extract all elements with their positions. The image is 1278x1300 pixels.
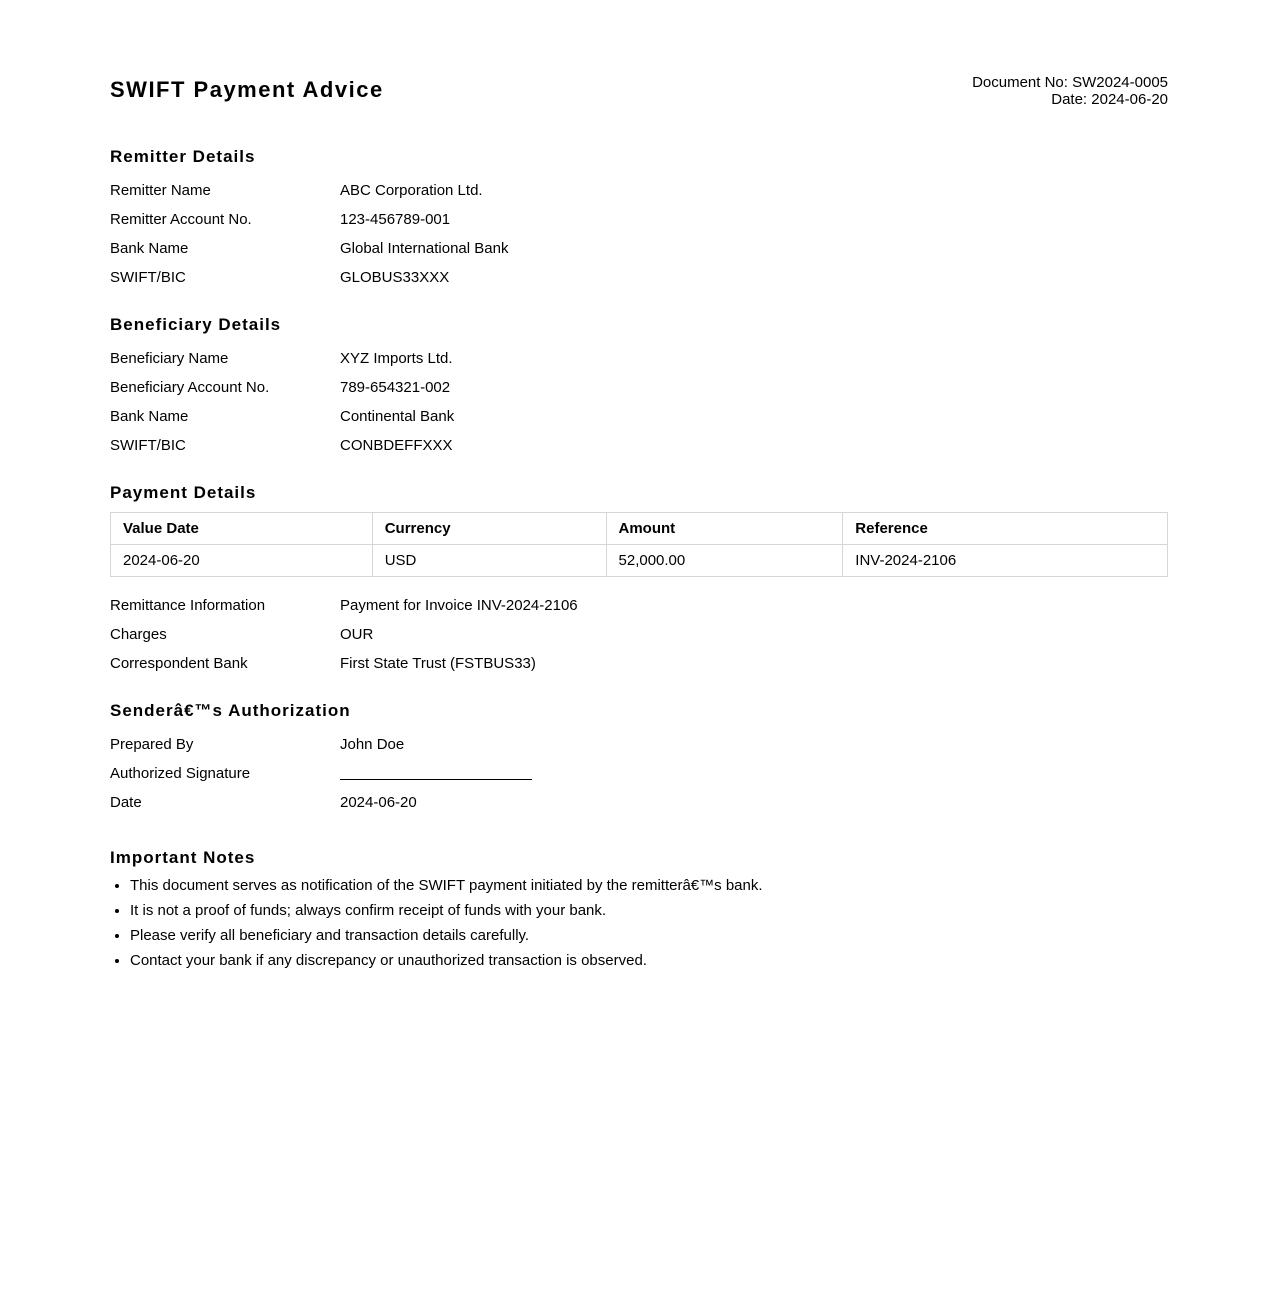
field-label: Date [110, 794, 142, 811]
beneficiary-bank-row [110, 402, 1010, 431]
table-row [111, 545, 1168, 577]
field-label: Remitter Account No. [110, 211, 252, 228]
field-label: Charges [110, 626, 167, 643]
cell-value-date: 2024-06-20 [111, 545, 373, 577]
field-value: Global International Bank [340, 240, 509, 257]
field-label: Bank Name [110, 408, 189, 425]
cell-currency: USD [372, 545, 606, 577]
field-label: Remitter Name [110, 182, 211, 199]
remitter-details [110, 176, 1010, 292]
beneficiary-swift-row [110, 431, 1010, 460]
signature-line [340, 766, 532, 780]
field-value: OUR [340, 626, 374, 643]
field-label: Remittance Information [110, 597, 266, 614]
authorization-details [110, 730, 1010, 817]
correspondent-bank-row [110, 649, 1010, 678]
document-number: Document No: SW2024-0005 [972, 74, 1168, 91]
remittance-info-row [110, 591, 1010, 620]
list-item: • This document serves as notification of the SWIFT payment initiated by the remitterâ€™s bank. [130, 873, 1110, 898]
field-value: John Doe [340, 736, 405, 753]
field-label: Authorized Signature [110, 765, 251, 782]
cell-reference: INV-2024-2106 [843, 545, 1168, 577]
field-label: SWIFT/BIC [110, 269, 186, 286]
remitter-swift-row [110, 263, 1010, 292]
document-title: SWIFT Payment Advice [110, 77, 384, 102]
cell-amount: 52,000.00 [606, 545, 843, 577]
document-meta [972, 74, 1168, 108]
field-label: Bank Name [110, 240, 189, 257]
field-value: GLOBUS33XXX [340, 269, 450, 286]
field-label: Beneficiary Account No. [110, 379, 270, 396]
field-value: Payment for Invoice INV-2024-2106 [340, 597, 578, 614]
field-label: Correspondent Bank [110, 655, 248, 672]
field-value: XYZ Imports Ltd. [340, 350, 453, 367]
remitter-bank-row [110, 234, 1010, 263]
field-label: Prepared By [110, 736, 194, 753]
field-value: ABC Corporation Ltd. [340, 182, 483, 199]
beneficiary-details [110, 344, 1010, 460]
payment-table [110, 512, 1168, 577]
column-header-value-date: Value Date [111, 513, 373, 545]
signature-row [110, 759, 1010, 788]
signature-field[interactable] [340, 764, 1010, 784]
field-label: Beneficiary Name [110, 350, 229, 367]
column-header-amount: Amount [606, 513, 843, 545]
table-header-row [111, 513, 1168, 545]
beneficiary-heading: Beneficiary Details [110, 315, 282, 334]
field-value: 789-654321-002 [340, 379, 451, 396]
list-item: • It is not a proof of funds; always confirm receipt of funds with your bank. [130, 898, 1110, 923]
beneficiary-account-row [110, 373, 1010, 402]
field-value: First State Trust (FSTBUS33) [340, 655, 536, 672]
column-header-reference: Reference [843, 513, 1168, 545]
document-date: Date: 2024-06-20 [1051, 91, 1168, 108]
field-value: CONBDEFFXXX [340, 437, 453, 454]
field-value: 123-456789-001 [340, 211, 451, 228]
notes-list [110, 873, 1110, 973]
list-item: • Contact your bank if any discrepancy or unauthorized transaction is observed. [130, 948, 1110, 973]
field-value: 2024-06-20 [340, 794, 417, 811]
column-header-currency: Currency [372, 513, 606, 545]
notes-heading: Important Notes [110, 848, 256, 867]
remitter-heading: Remitter Details [110, 147, 256, 166]
charges-row [110, 620, 1010, 649]
authorization-heading: Senderâ€™s Authorization [110, 701, 351, 720]
remitter-name-row [110, 176, 1010, 205]
prepared-by-row [110, 730, 1010, 759]
field-value: Continental Bank [340, 408, 455, 425]
payment-heading: Payment Details [110, 483, 257, 502]
remitter-account-row [110, 205, 1010, 234]
list-item: • Please verify all beneficiary and transaction details carefully. [130, 923, 1110, 948]
authorization-date-row [110, 788, 1010, 817]
field-label: SWIFT/BIC [110, 437, 186, 454]
beneficiary-name-row [110, 344, 1010, 373]
payment-extra-details [110, 591, 1010, 678]
